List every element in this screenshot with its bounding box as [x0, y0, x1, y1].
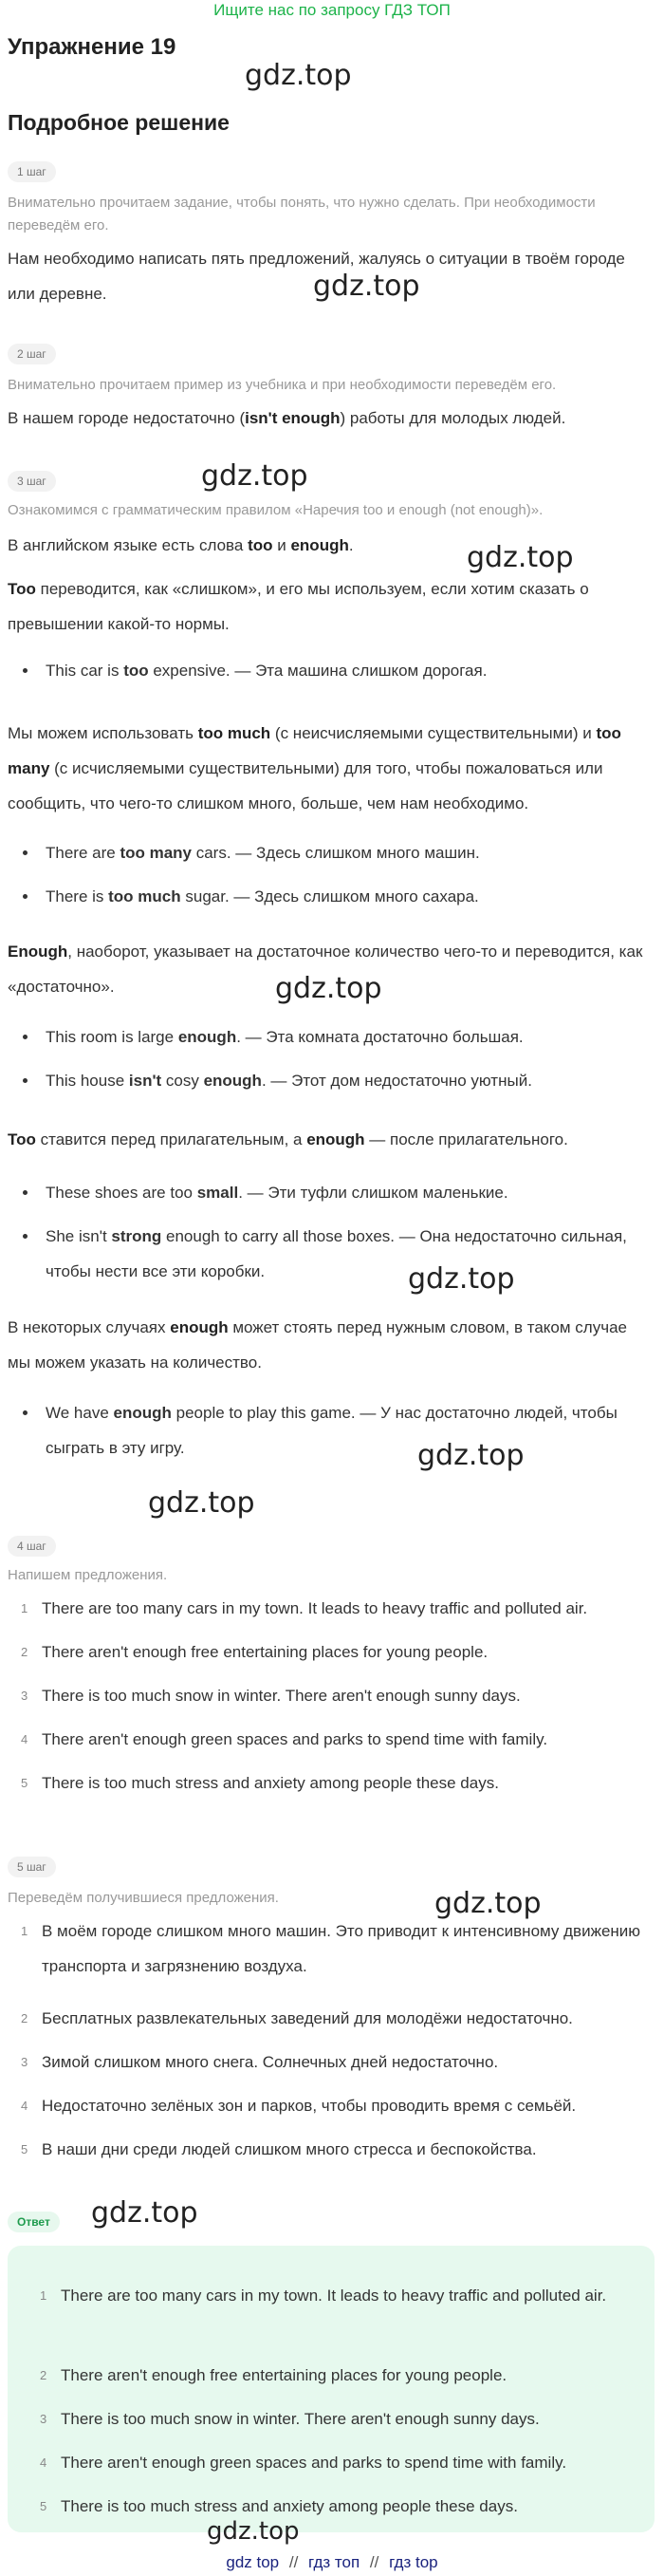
sentence-item: 2 There aren't enough free entertaining places for young people. — [21, 1643, 489, 1661]
translation-item: 5 В наши дни среди людей слишком много стресса и беспокойства. — [21, 2140, 537, 2158]
footer-link[interactable]: gdz top — [226, 2553, 280, 2571]
watermark: gdz.top — [313, 270, 420, 303]
example-item: She isn't strong enough to carry all those boxes. — Она недостаточно сильная, чтобы нести все эти коробки. — [46, 1219, 653, 1289]
sentence-item: 4 There aren't enough green spaces and parks to spend time with family. — [21, 1730, 548, 1748]
answer-item: 1 There are too many cars in my town. It leads to heavy traffic and polluted air. — [40, 2287, 607, 2305]
rule-paragraph: Too ставится перед прилагательным, а enough — после прилагательного. — [8, 1130, 568, 1148]
translation-item: 1 В моём городе слишком много машин. Это приводит к интенсивному движению транспорта и загрязнению воздуха. — [21, 1922, 641, 1975]
watermark: gdz.top — [91, 2196, 198, 2230]
watermark: gdz.top — [148, 1486, 255, 1520]
example-item: There are too many cars. — Здесь слишком много машин. — [46, 835, 653, 870]
footer-link[interactable]: гдз топ — [308, 2553, 360, 2571]
answer-item: 4 There aren't enough green spaces and parks to spend time with family. — [40, 2454, 567, 2472]
answer-item: 3 There is too much snow in winter. There aren't enough sunny days. — [40, 2410, 540, 2428]
footer-links — [0, 2553, 664, 2572]
sentence-item: 5 There is too much stress and anxiety among people these days. — [21, 1774, 499, 1792]
rule-paragraph: В некоторых случаях enough может стоять перед нужным словом, в таком случае мы можем указать на количество. — [8, 1318, 627, 1372]
step-badge: 4 шаг — [8, 1536, 56, 1557]
example-item: There is too much sugar. — Здесь слишком много сахара. — [46, 879, 653, 914]
watermark: gdz.top — [207, 2517, 300, 2546]
step-hint: Переведём получившиеся предложения. — [8, 1890, 279, 1906]
watermark: gdz.top — [417, 1439, 525, 1472]
sentence-item: 3 There is too much snow in winter. There aren't enough sunny days. — [21, 1687, 521, 1705]
footer-separator: // — [369, 2553, 379, 2571]
rule-paragraph: Too переводится, как «слишком», и его мы используем, если хотим сказать о превышении какой-то нормы. — [8, 580, 589, 633]
translation-item: 4 Недостаточно зелёных зон и парков, чтобы проводить время с семьёй. — [21, 2097, 577, 2115]
translation-item: 3 Зимой слишком много снега. Солнечных дней недостаточно. — [21, 2053, 499, 2071]
step-badge: 1 шаг — [8, 161, 56, 182]
top-banner[interactable]: Ищите нас по запросу ГДЗ ТОП — [213, 1, 451, 19]
footer-link[interactable]: гдз top — [389, 2553, 438, 2571]
rule-paragraph: Enough, наоборот, указывает на достаточное количество чего-то и переводится, как «достаточно». — [8, 943, 643, 996]
step-hint: Ознакомимся с грамматическим правилом «Наречия too и enough (not enough)». — [8, 502, 544, 518]
answer-item: 2 There aren't enough free entertaining places for young people. — [40, 2366, 507, 2384]
sentence-item: 1 There are too many cars in my town. It leads to heavy traffic and polluted air. — [21, 1599, 588, 1617]
translation-item: 2 Бесплатных развлекательных заведений для молодёжи недостаточно. — [21, 2009, 573, 2027]
step-hint: Внимательно прочитаем задание, чтобы понять, что нужно сделать. При необходимости переведём его. — [8, 195, 596, 233]
example-item: This car is too expensive. — Эта машина слишком дорогая. — [46, 653, 653, 688]
page-title: Упражнение 19 — [8, 34, 176, 60]
watermark: gdz.top — [408, 1262, 515, 1296]
step-hint: Внимательно прочитаем пример из учебника и при необходимости переведём его. — [8, 377, 557, 393]
example-item: We have enough people to play this game. — У нас достаточно людей, чтобы сыграть в эту игру. — [46, 1395, 653, 1465]
footer-separator: // — [288, 2553, 299, 2571]
watermark: gdz.top — [201, 459, 308, 493]
answer-badge: Ответ — [8, 2212, 60, 2232]
example-item: This room is large enough. — Эта комната достаточно большая. — [46, 1019, 653, 1055]
step-hint: Напишем предложения. — [8, 1567, 168, 1583]
step-badge: 3 шаг — [8, 471, 56, 492]
solution-subtitle: Подробное решение — [8, 110, 230, 135]
answer-item: 5 There is too much stress and anxiety among people these days. — [40, 2497, 518, 2515]
step-text: Нам необходимо написать пять предложений, жалуясь о ситуации в твоём городе или деревне. — [8, 250, 625, 303]
step-text: В нашем городе недостаточно (isn't enough) работы для молодых людей. — [8, 409, 566, 427]
example-item: These shoes are too small. — Эти туфли слишком маленькие. — [46, 1175, 653, 1210]
watermark: gdz.top — [434, 1887, 542, 1920]
watermark: gdz.top — [275, 972, 382, 1005]
example-item: This house isn't cosy enough. — Этот дом недостаточно уютный. — [46, 1063, 653, 1098]
step-badge: 2 шаг — [8, 344, 56, 364]
rule-paragraph: Мы можем использовать too much (с неисчисляемыми существительными) и too many (с исчисляемыми существительными) для того, чтобы пожаловаться или сообщить, что чего-то слишком много, больше, чем нам необходимо. — [8, 724, 621, 812]
watermark: gdz.top — [467, 541, 574, 574]
step-badge: 5 шаг — [8, 1857, 56, 1877]
watermark: gdz.top — [245, 59, 352, 92]
rule-paragraph: В английском языке есть слова too и enough. — [8, 536, 354, 554]
